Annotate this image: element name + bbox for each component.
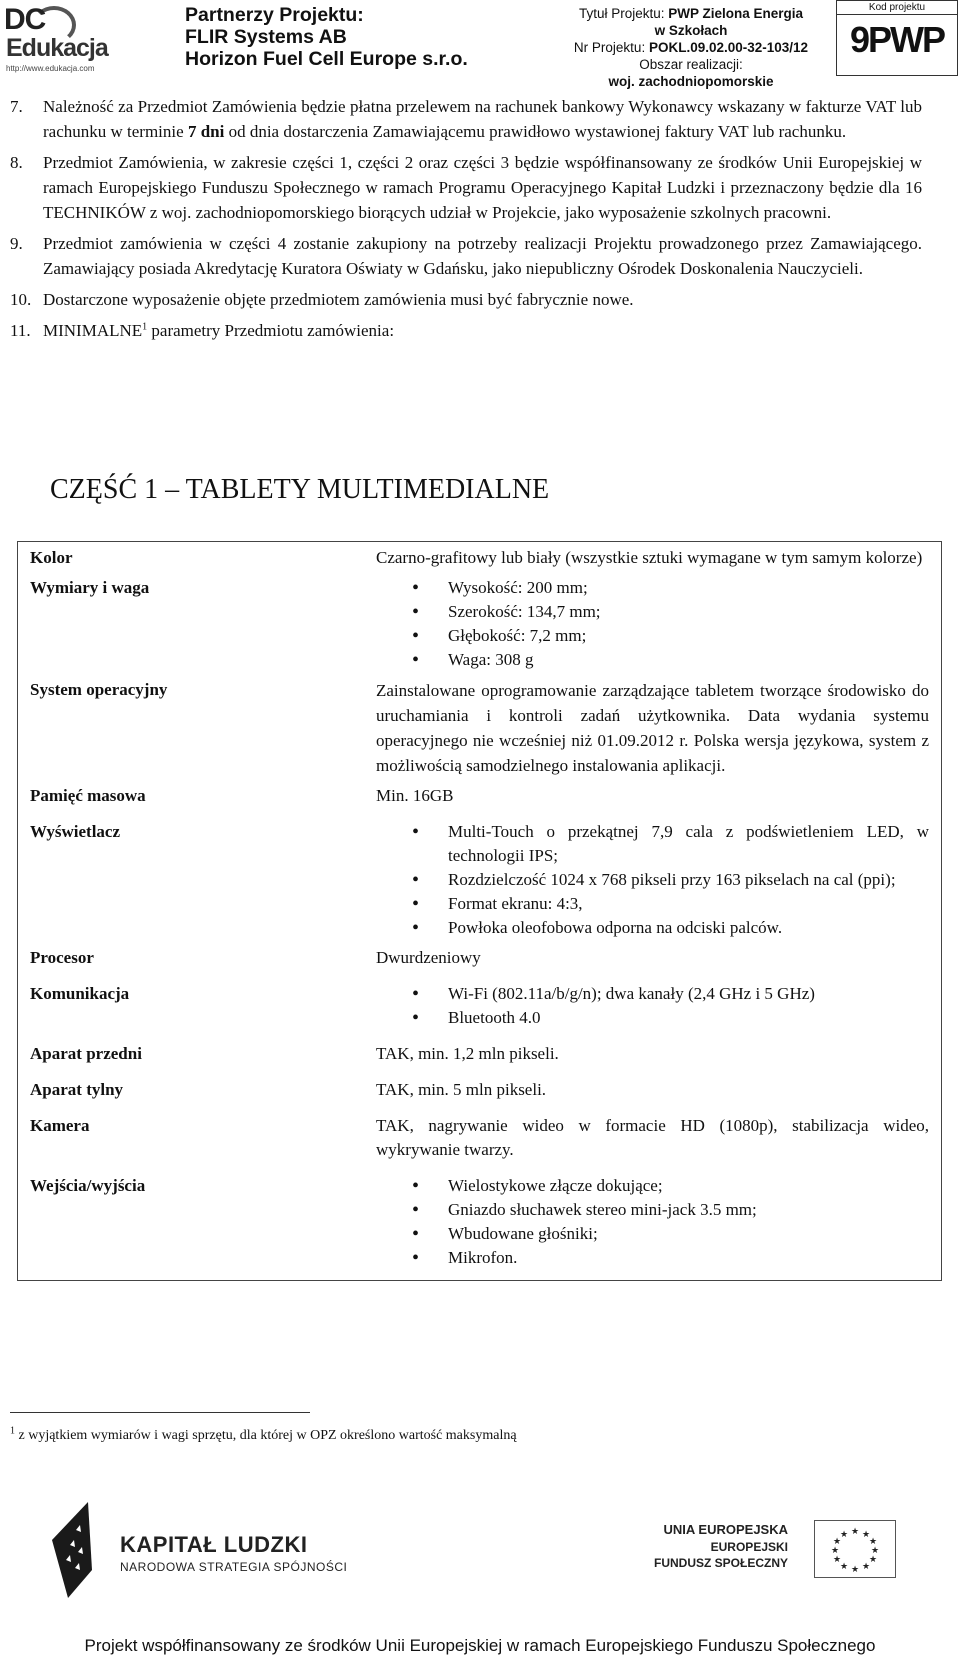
- spec-bullet: • Mikrofon.: [448, 1246, 929, 1270]
- project-title-label: Tytuł Projektu:: [578, 6, 669, 21]
- spec-row-aparat-przedni: [18, 1032, 942, 1068]
- spec-bullet: • Bluetooth 4.0: [448, 1006, 929, 1030]
- spec-bullet: • Format ekranu: 4:3,: [448, 892, 929, 916]
- kapital-ludzki-title: KAPITAŁ LUDZKI: [120, 1532, 308, 1557]
- section-title: CZĘŚĆ 1 – TABLETY MULTIMEDIALNE: [50, 474, 550, 505]
- spec-key: Aparat tylny: [30, 1080, 124, 1099]
- term-number: 11.: [10, 321, 31, 340]
- spec-value: TAK, min. 5 mln pikseli.: [376, 1080, 547, 1099]
- spec-bullet: • Gniazdo słuchawek stereo mini-jack 3.5 mm;: [448, 1198, 929, 1222]
- spec-value: Czarno-grafitowy lub biały (wszystkie sztuki wymagane w tym samym kolorze): [376, 548, 923, 567]
- spec-row-kolor: [18, 542, 942, 573]
- partner-horizon: Horizon Fuel Cell Europe s.r.o.: [185, 48, 468, 70]
- logo-dc-text: DC: [4, 3, 46, 36]
- svg-text:★: ★: [839, 1562, 849, 1572]
- spec-key: Kolor: [30, 548, 73, 567]
- spec-key: Wejścia/wyjścia: [30, 1176, 146, 1195]
- spec-key: System operacyjny: [30, 680, 168, 699]
- kapital-ludzki-mark-icon: [48, 1500, 108, 1600]
- svg-text:★: ★: [861, 1562, 871, 1572]
- term-text: MINIMALNE$^1$ parametry Przedmiotu zamówienia:: [43, 321, 395, 340]
- term-text: Dostarczone wyposażenie objęte przedmiotem zamówienia musi być fabrycznie nowe.: [43, 290, 634, 309]
- term-text: Należność za Przedmiot Zamówienia będzie płatna przelewem na rachunek bankowy Wykonawcy wskazany w fakturze VAT lub rachunku w terminie 7 dni od dnia dostarczenia Zamawiającemu prawidłowo wystawionej faktury VAT lub rachunku.: [43, 97, 922, 141]
- spec-bullet: • Powłoka oleofobowa odporna na odciski palców.: [448, 916, 929, 940]
- spec-key: Wymiary i waga: [30, 578, 150, 597]
- svg-text:★: ★: [830, 1546, 840, 1556]
- eu-esf-logo: [653, 1520, 948, 1590]
- spec-row-wymiary: [18, 572, 942, 674]
- term-number: 10.: [10, 290, 32, 309]
- eu-title: UNIA EUROPEJSKA: [663, 1522, 788, 1537]
- project-code-box: [836, 0, 958, 76]
- spec-row-procesor: [18, 942, 942, 972]
- spec-key: Pamięć masowa: [30, 786, 146, 805]
- spec-row-komunikacja: [18, 972, 942, 1032]
- svg-text:★: ★: [839, 1530, 849, 1540]
- spec-key: Komunikacja: [30, 984, 130, 1003]
- term-number: 7.: [10, 97, 23, 116]
- spec-bullet-list: [376, 576, 929, 672]
- spec-row-wyswietlacz: [18, 810, 942, 942]
- spec-bullet: • Waga: 308 g: [448, 648, 929, 672]
- partner-flir: FLIR Systems AB: [185, 26, 347, 48]
- svg-text:★: ★: [850, 1527, 860, 1537]
- logo-url: http://www.edukacja.com: [6, 64, 95, 73]
- dc-edukacja-logo: [2, 4, 120, 72]
- kapital-ludzki-subtitle: NARODOWA STRATEGIA SPÓJNOŚCI: [120, 1560, 348, 1574]
- spec-bullet-list: [376, 820, 929, 940]
- spec-value: [364, 572, 942, 674]
- svg-text:★: ★: [868, 1555, 878, 1565]
- spec-table: [17, 541, 942, 1281]
- spec-value: [364, 972, 942, 1032]
- project-code-value: 9PWP: [849, 19, 945, 60]
- project-partners: [185, 4, 468, 70]
- esf-line2: FUNDUSZ SPOŁECZNY: [653, 1556, 788, 1570]
- term-text: Przedmiot Zamówienia, w zakresie części 1, części 2 oraz części 3 będzie współfinansowany ze środków Unii Europejskiej w ramach Europejskiego Funduszu Społecznego w ramach Programu Operacyjnego Kapitał Ludzki i przeznaczony będzie dla 16 TECHNIKÓW z woj. zachodniopomorskiego biorących udział w Projekcie, jako wyposażenie szkolnych pracowni.: [43, 153, 922, 222]
- partners-label: Partnerzy Projektu:: [185, 4, 364, 26]
- term-item: [10, 287, 922, 312]
- spec-value: Min. 16GB: [376, 786, 454, 805]
- project-number-label: Nr Projektu:: [573, 40, 649, 55]
- svg-text:★: ★: [832, 1555, 842, 1565]
- spec-bullet: • Wielostykowe złącze dokujące;: [448, 1174, 929, 1198]
- term-item: [10, 231, 922, 281]
- project-title-value-cont: w Szkołach: [654, 23, 728, 38]
- spec-bullet: • Multi-Touch o przekątnej 7,9 cala z podświetleniem LED, w technologii IPS;: [448, 820, 929, 868]
- spec-key: Procesor: [30, 948, 94, 967]
- footnote-marker: 1: [10, 1425, 15, 1437]
- esf-line1: EUROPEJSKI: [710, 1540, 788, 1554]
- term-item: [10, 94, 922, 144]
- spec-bullet: • Wi-Fi (802.11a/b/g/n); dwa kanały (2,4 GHz i 5 GHz): [448, 982, 929, 1006]
- spec-value: Dwurdzeniowy: [376, 948, 481, 967]
- project-title-value: PWP Zielona Energia: [668, 6, 804, 21]
- term-item: [10, 318, 922, 343]
- footnote: [10, 1425, 517, 1444]
- spec-row-aparat-tylny: [18, 1068, 942, 1104]
- svg-text:★: ★: [870, 1546, 880, 1556]
- spec-bullet-list: [376, 982, 929, 1030]
- project-info: [566, 5, 816, 90]
- spec-key: Wyświetlacz: [30, 822, 121, 841]
- spec-key: Aparat przedni: [30, 1044, 142, 1063]
- spec-value: [364, 810, 942, 942]
- spec-value: TAK, min. 1,2 mln pikseli.: [376, 1044, 559, 1063]
- svg-text:★: ★: [868, 1537, 878, 1547]
- spec-value: [364, 1164, 942, 1281]
- spec-value: Zainstalowane oprogramowanie zarządzające tabletem tworzące środowisko do uruchamiania i kontroli zadań użytkownika. Data wydania systemu operacyjnego nie wcześniej niż 01.09.2012 r. Polska wersja językowa, system z możliwością samodzielnego instalowania aplikacji.: [376, 681, 929, 775]
- project-area-label: Obszar realizacji:: [639, 57, 743, 72]
- spec-bullet: • Głębokość: 7,2 mm;: [448, 624, 929, 648]
- cofinancing-note: Projekt współfinansowany ze środków Unii Europejskiej w ramach Europejskiego Funduszu Społecznego: [84, 1636, 876, 1655]
- spec-row-pamiec: [18, 780, 942, 810]
- project-code-label: Kod projektu: [837, 1, 957, 15]
- footnote-separator: [10, 1412, 310, 1413]
- spec-bullet: • Wysokość: 200 mm;: [448, 576, 929, 600]
- project-area-value: woj. zachodniopomorskie: [608, 74, 774, 89]
- term-text: Przedmiot zamówienia w części 4 zostanie zakupiony na potrzeby realizacji Projektu prowadzonego przez Zamawiającego. Zamawiający posiada Akredytację Kuratora Oświaty w Gdańsku, jako niepubliczny Ośrodek Doskonalenia Nauczycieli.: [43, 234, 922, 278]
- spec-key: Kamera: [30, 1116, 90, 1135]
- svg-text:★: ★: [850, 1565, 860, 1575]
- terms-list: [10, 94, 922, 343]
- spec-bullet-list: [376, 1174, 929, 1270]
- spec-bullet: • Wbudowane głośniki;: [448, 1222, 929, 1246]
- eu-flag-icon: [814, 1520, 896, 1578]
- logo-edukacja-text: Edukacja: [6, 34, 108, 62]
- spec-row-wejscia: [18, 1164, 942, 1281]
- spec-value: TAK, nagrywanie wideo w formacie HD (1080p), stabilizacja wideo, wykrywanie twarzy.: [376, 1116, 929, 1159]
- spec-bullet: • Szerokość: 134,7 mm;: [448, 600, 929, 624]
- spec-row-kamera: [18, 1104, 942, 1164]
- project-number-value: POKL.09.02.00-32-103/12: [648, 40, 809, 55]
- term-number: 9.: [10, 234, 23, 253]
- svg-text:★: ★: [861, 1530, 871, 1540]
- spec-row-system: [18, 674, 942, 780]
- footnote-text: z wyjątkiem wymiarów i wagi sprzętu, dla której w OPZ określono wartość maksymalną: [15, 1428, 517, 1443]
- term-number: 8.: [10, 153, 23, 172]
- page-header: [0, 0, 960, 89]
- svg-text:★: ★: [832, 1537, 842, 1547]
- term-item: [10, 150, 922, 225]
- spec-bullet: • Rozdzielczość 1024 x 768 pikseli przy 163 pikselach na cal (ppi);: [448, 868, 929, 892]
